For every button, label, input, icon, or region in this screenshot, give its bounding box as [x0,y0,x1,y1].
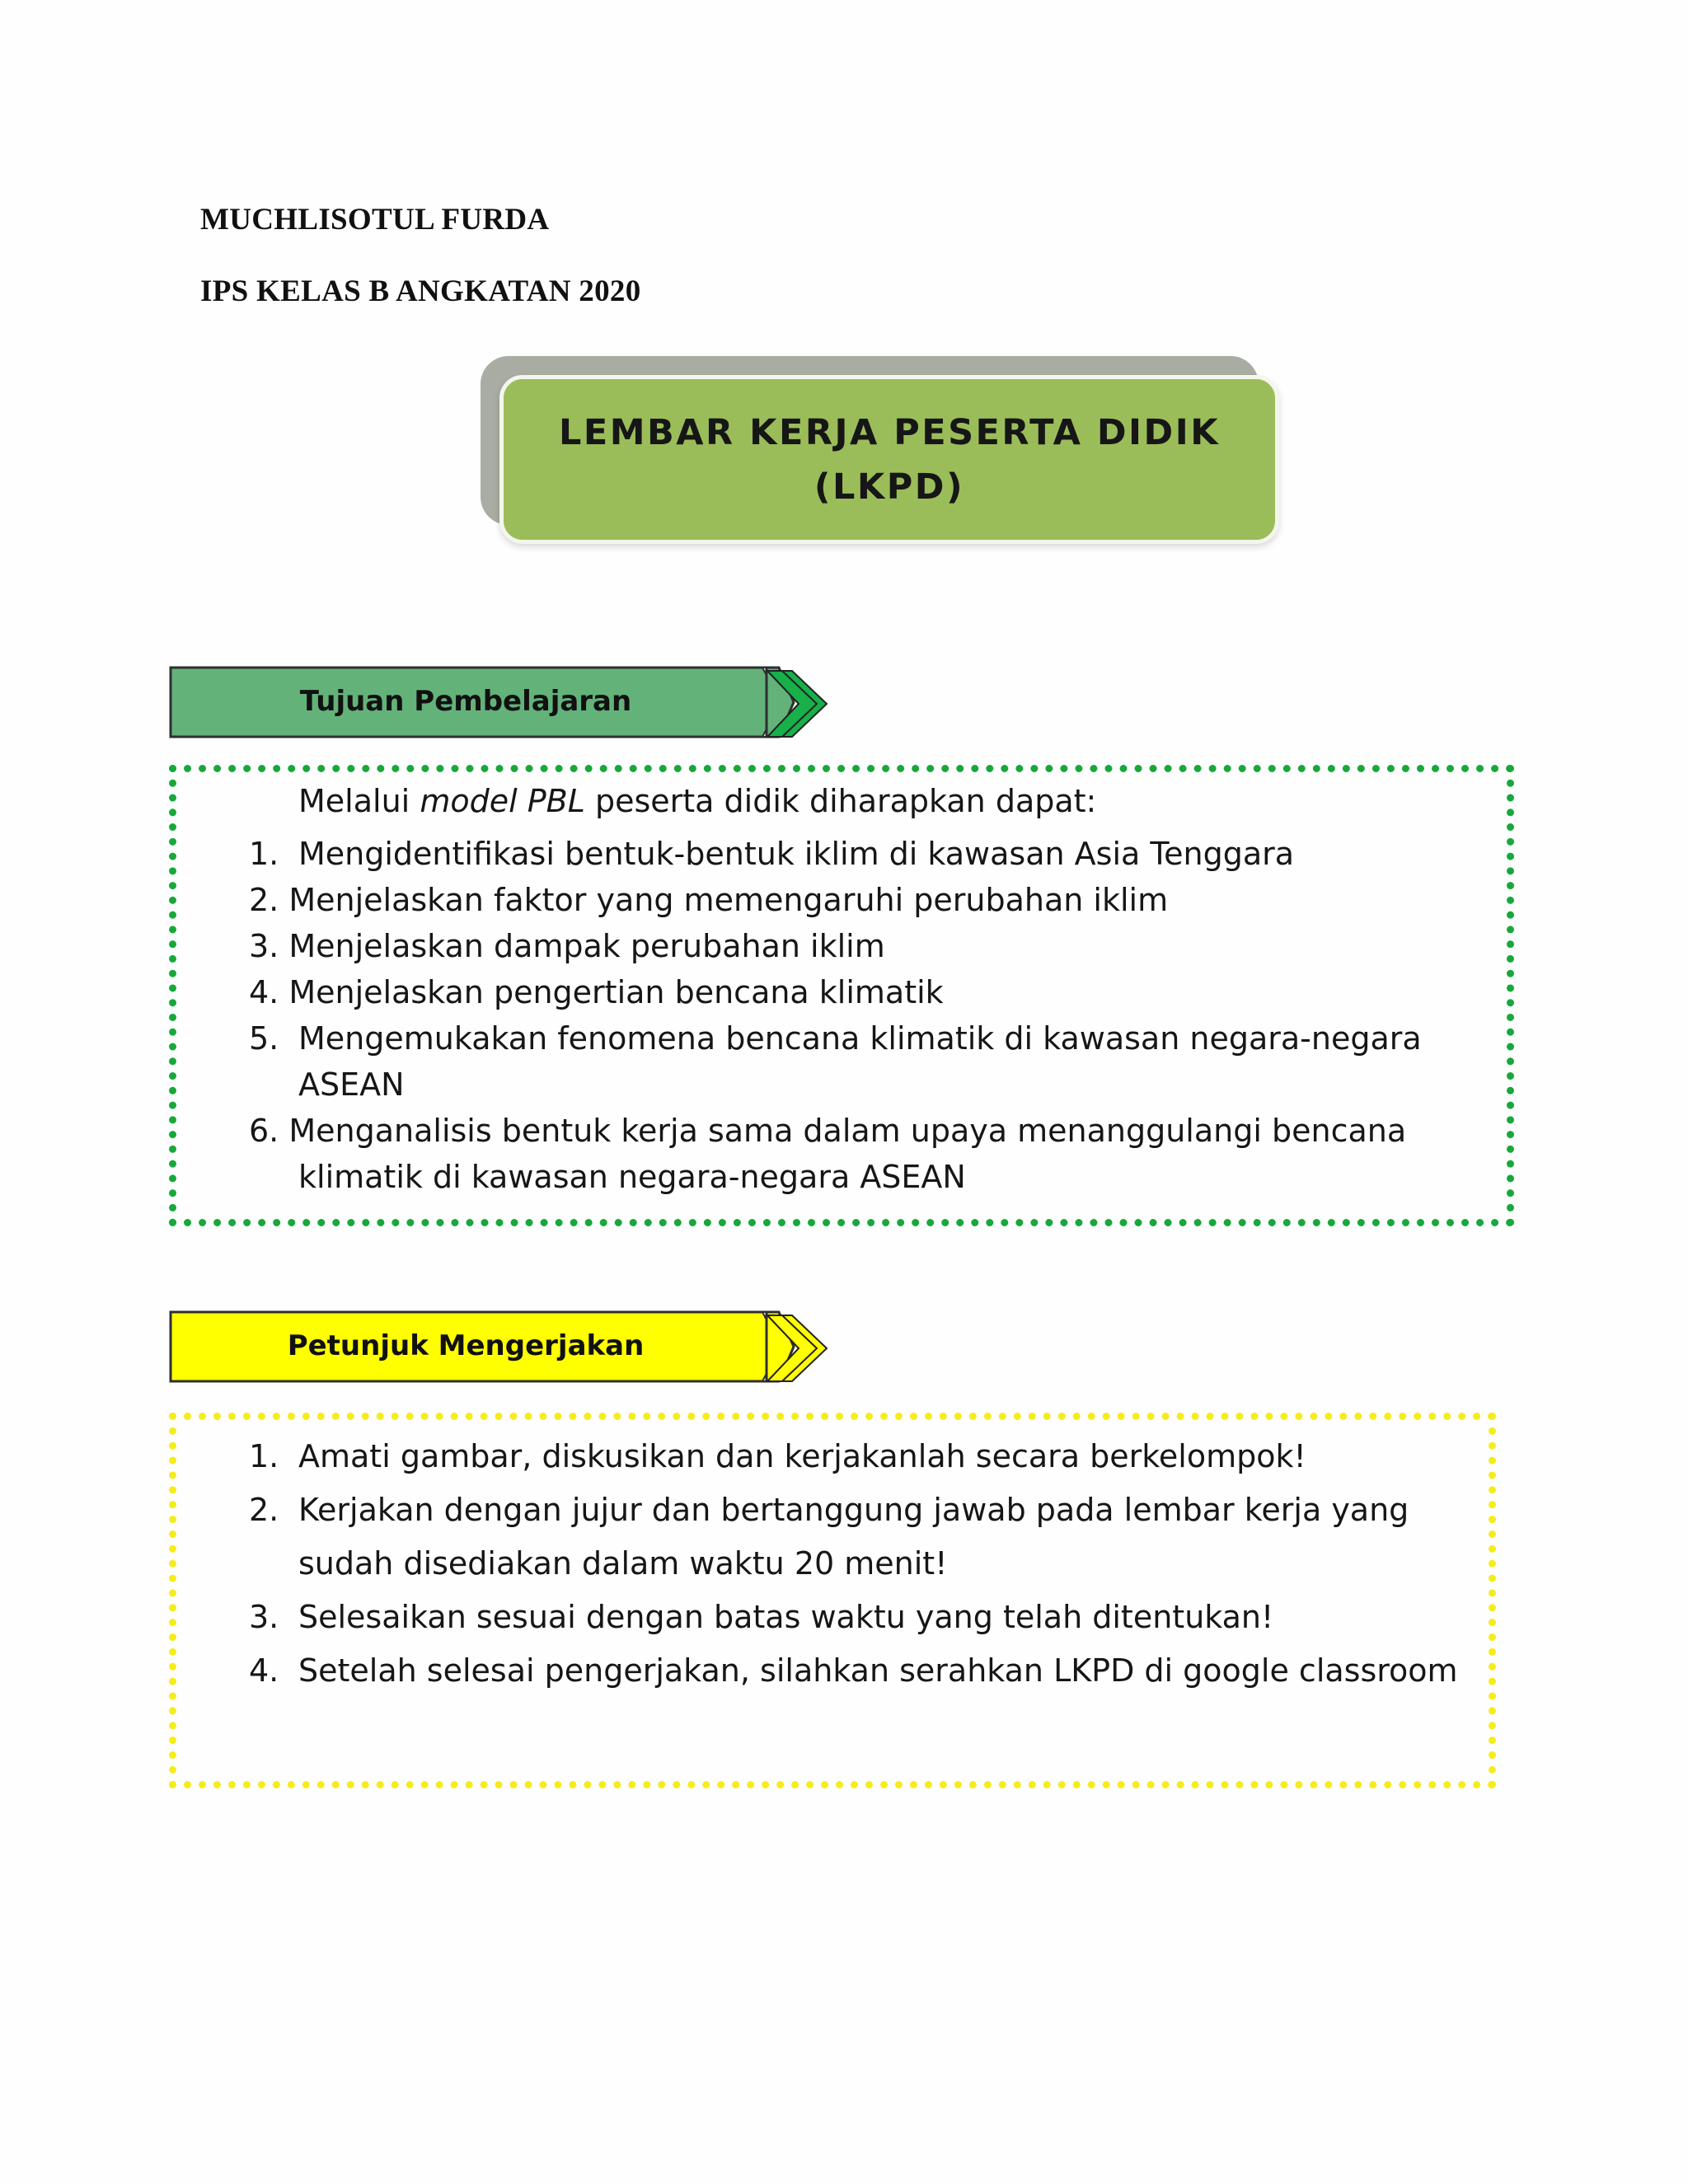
list-item [249,1113,1406,1149]
list-item [249,928,885,964]
item-continuation: klimatik di kawasan negara-negara ASEAN [298,1159,966,1195]
list-item [249,836,1295,872]
item-number: 4. [249,1652,279,1689]
intro-prefix: Melalui [298,783,410,819]
list-item [249,1599,1274,1635]
item-text: Setelah selesai pengerjakan, silahkan serahkan LKPD di google classroom [298,1652,1458,1689]
title-line-2: (LKPD) [814,466,965,508]
tujuan-intro [298,783,1096,819]
item-number: 1. [249,836,279,872]
petunjuk-banner [169,1310,837,1386]
intro-suffix: peserta didik diharapkan dapat: [594,783,1097,819]
class-info: IPS KELAS B ANGKATAN 2020 [200,274,641,308]
item-continuation: ASEAN [298,1066,405,1103]
item-text: Menganalisis bentuk kerja sama dalam upaya menanggulangi bencana [288,1113,1407,1149]
item-number: 6. [249,1113,279,1149]
tujuan-heading: Tujuan Pembelajaran [299,685,632,718]
petunjuk-heading: Petunjuk Mengerjakan [287,1329,645,1362]
item-number: 3. [249,1599,279,1635]
item-text: Menjelaskan pengertian bencana klimatik [288,974,944,1010]
item-number: 3. [249,928,279,964]
item-number: 5. [249,1020,279,1057]
item-text: Mengemukakan fenomena bencana klimatik di kawasan negara-negara [298,1020,1422,1057]
item-number: 2. [249,882,279,918]
item-text: Menjelaskan faktor yang memengaruhi perubahan iklim [288,882,1169,918]
list-item [249,882,1168,918]
title-line-1: LEMBAR KERJA PESERTA DIDIK [558,411,1221,453]
item-text: Menjelaskan dampak perubahan iklim [288,928,885,964]
title-box [499,375,1279,544]
list-item [249,1652,1458,1689]
item-text: Mengidentifikasi bentuk-bentuk iklim di kawasan Asia Tenggara [298,836,1295,872]
item-text: Selesaikan sesuai dengan batas waktu yang telah ditentukan! [298,1599,1274,1635]
intro-model: model PBL [420,783,585,819]
tujuan-banner [169,666,837,742]
item-number: 1. [249,1438,279,1474]
list-item [249,1492,1409,1528]
item-text: Amati gambar, diskusikan dan kerjakanlah secara berkelompok! [298,1438,1306,1474]
author-name: MUCHLISOTUL FURDA [200,203,550,237]
list-item [249,974,944,1010]
item-number: 4. [249,974,279,1010]
item-continuation: sudah disediakan dalam waktu 20 menit! [298,1545,948,1582]
list-item [249,1438,1306,1474]
item-text: Kerjakan dengan jujur dan bertanggung jawab pada lembar kerja yang [298,1492,1409,1528]
item-number: 2. [249,1492,279,1528]
list-item [249,1020,1422,1057]
